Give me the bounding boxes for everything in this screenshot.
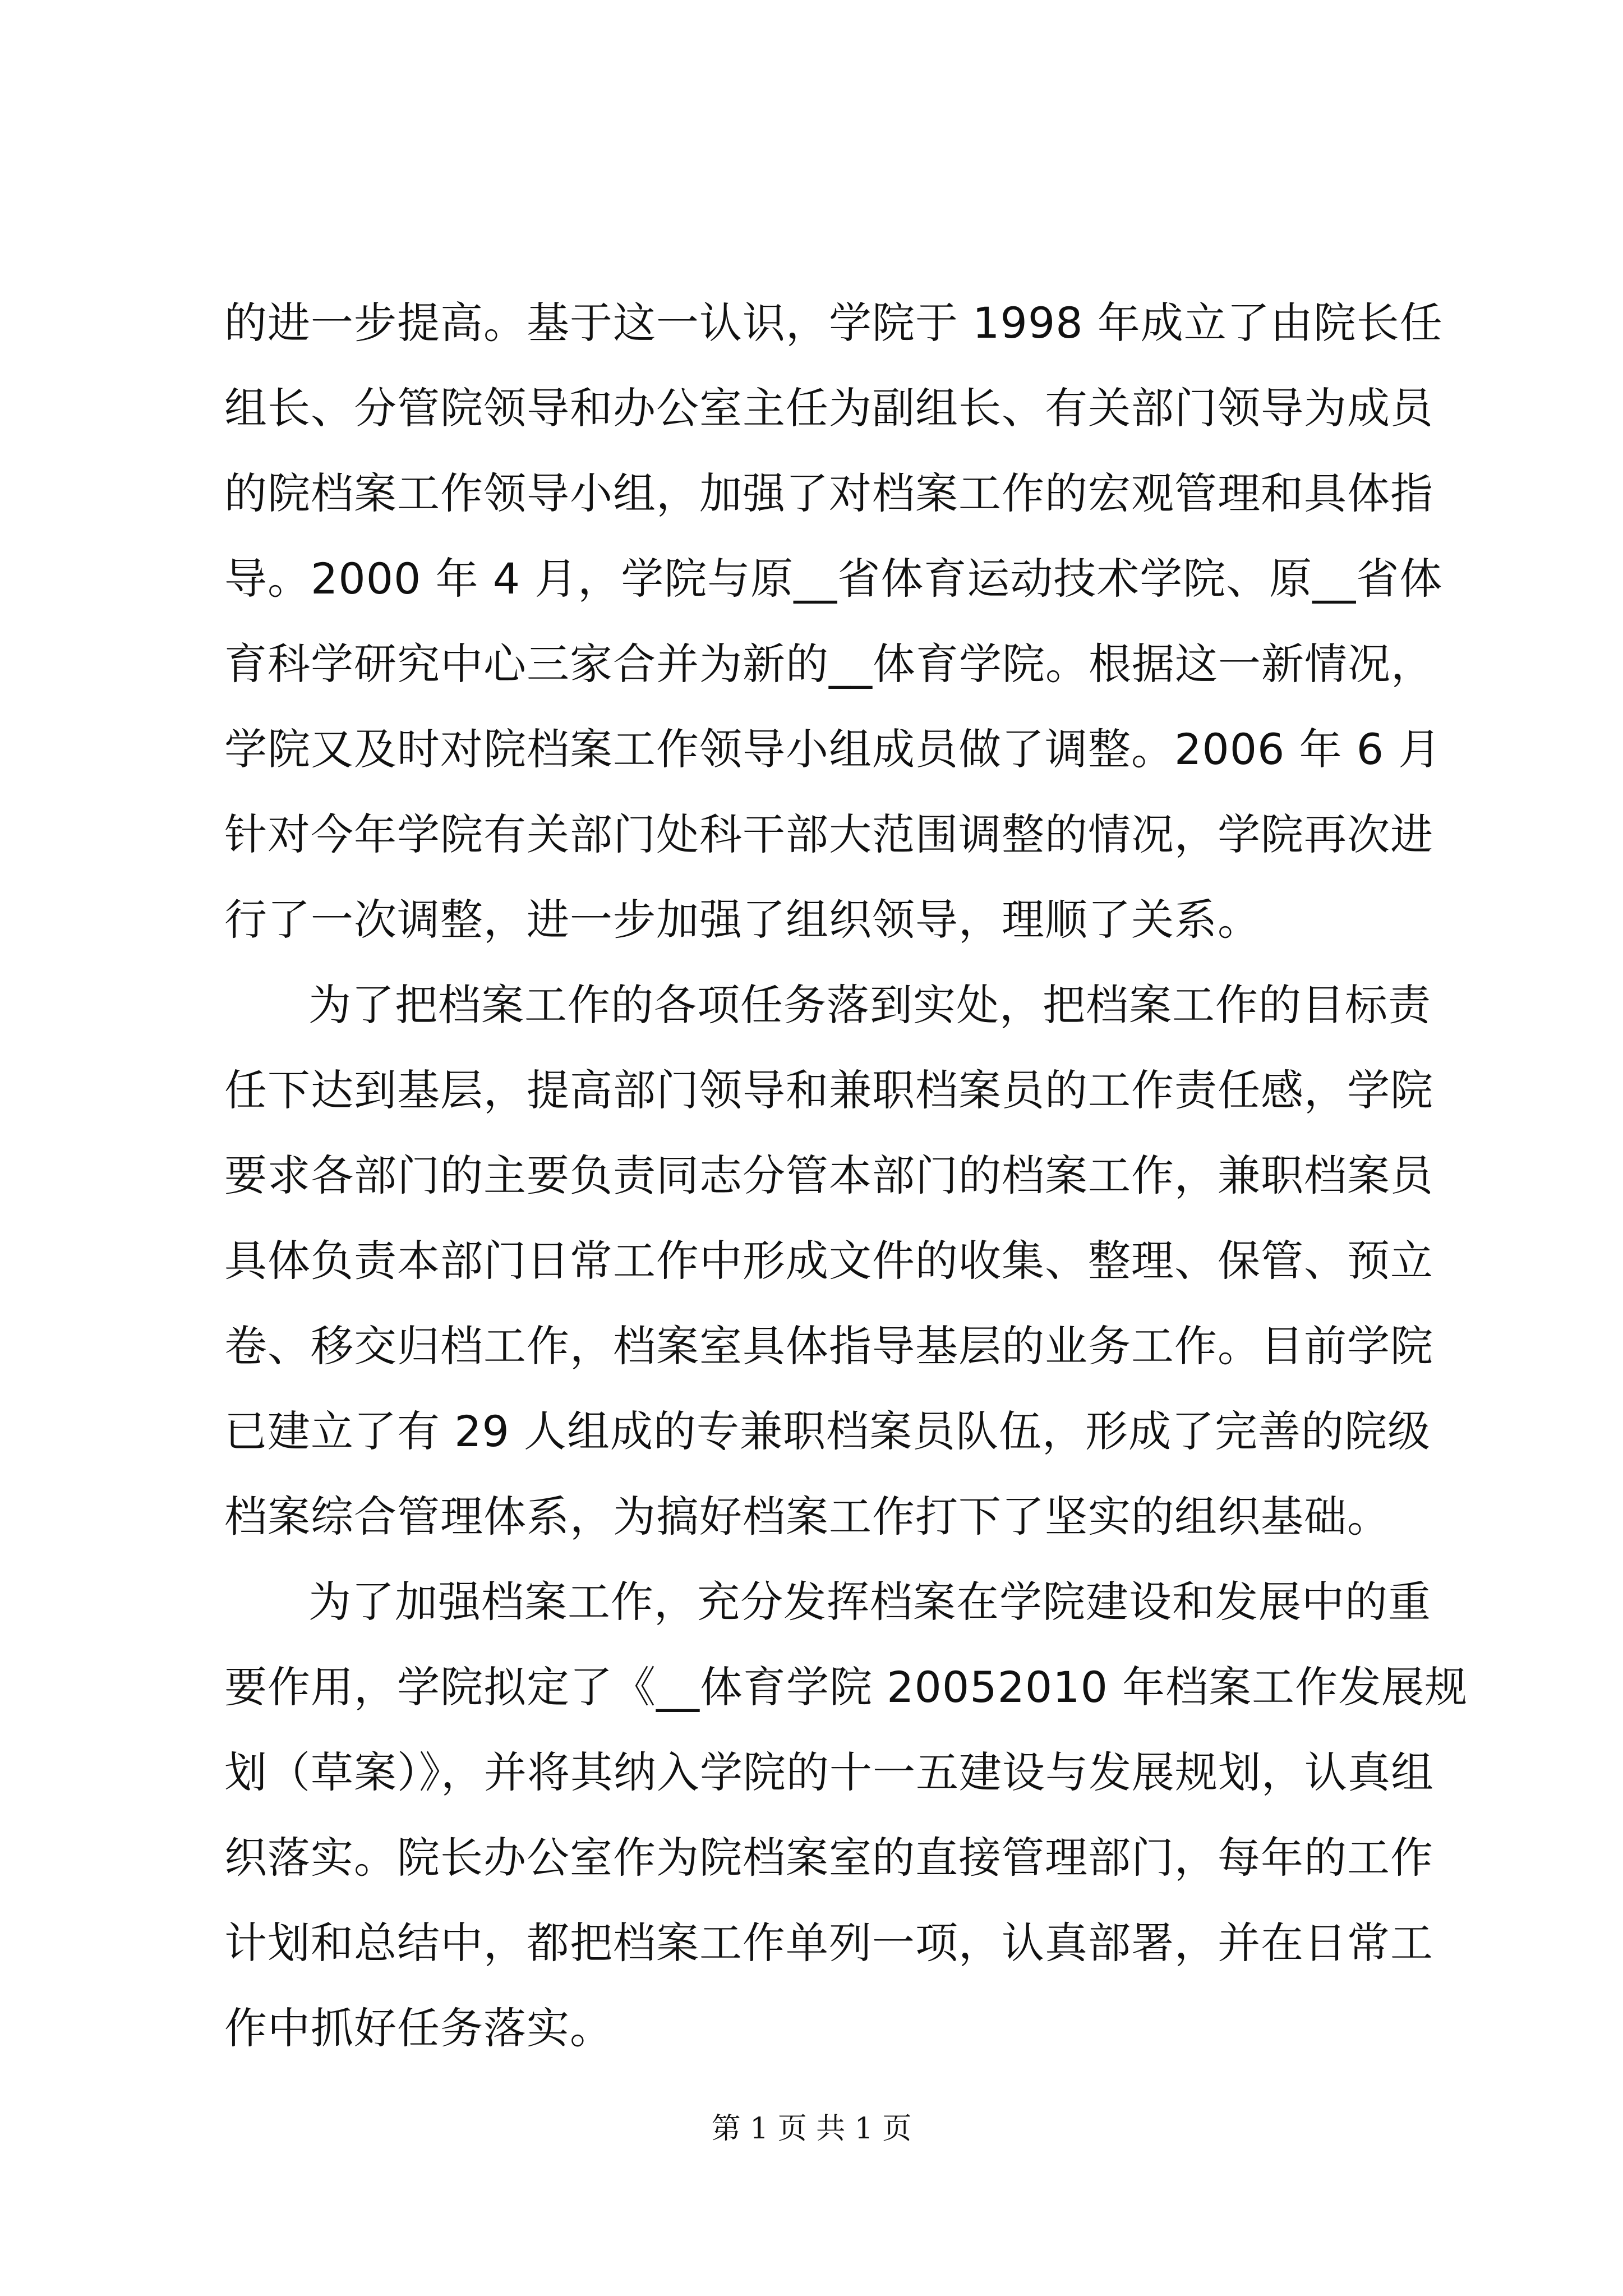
text-line: 要求各部门的主要负责同志分管本部门的档案工作，兼职档案员 [224, 1151, 1433, 1200]
text-line: 划（草案）》，并将其纳入学院的十一五建设与发展规划，认真组 [224, 1747, 1434, 1797]
text-line: 的进一步提高。基于这一认识，学院于 1998 年成立了由院长任 [224, 298, 1443, 348]
text-line: 要作用，学院拟定了《__体育学院 20052010 年档案工作发展规 [224, 1662, 1468, 1712]
text-line: 计划和总结中，都把档案工作单列一项，认真部署，并在日常工 [224, 1918, 1433, 1968]
paragraph-start-line: 为了加强档案工作，充分发挥档案在学院建设和发展中的重 [308, 1577, 1431, 1627]
page-footer: 第 1 页 共 1 页 [711, 2112, 912, 2146]
text-line: 作中抓好任务落实。 [224, 2003, 613, 2053]
text-line: 学院又及时对院档案工作领导小组成员做了调整。2006 年 6 月 [224, 724, 1442, 774]
text-line: 的院档案工作领导小组，加强了对档案工作的宏观管理和具体指 [224, 468, 1433, 518]
text-line: 针对今年学院有关部门处科干部大范围调整的情况，学院再次进 [224, 809, 1433, 859]
text-line: 卷、移交归档工作，档案室具体指导基层的业务工作。目前学院 [224, 1321, 1433, 1371]
text-line: 任下达到基层，提高部门领导和兼职档案员的工作责任感，学院 [224, 1065, 1433, 1115]
text-line: 组长、分管院领导和办公室主任为副组长、有关部门领导为成员 [224, 383, 1433, 433]
text-line: 档案综合管理体系，为搞好档案工作打下了坚实的组织基础。 [224, 1492, 1390, 1542]
text-line: 行了一次调整，进一步加强了组织领导，理顺了关系。 [224, 895, 1261, 945]
text-line: 育科学研究中心三家合并为新的__体育学院。根据这一新情况， [224, 639, 1434, 689]
paragraph-start-line: 为了把档案工作的各项任务落到实处，把档案工作的目标责 [308, 980, 1431, 1030]
text-line: 已建立了有 29 人组成的专兼职档案员队伍，形成了完善的院级 [224, 1406, 1431, 1456]
document-body [224, 280, 1468, 2071]
text-line: 具体负责本部门日常工作中形成文件的收集、整理、保管、预立 [224, 1236, 1433, 1286]
text-line: 导。2000 年 4 月，学院与原__省体育运动技术学院、原__省体 [224, 554, 1443, 604]
text-line: 织落实。院长办公室作为院档案室的直接管理部门，每年的工作 [224, 1833, 1433, 1883]
